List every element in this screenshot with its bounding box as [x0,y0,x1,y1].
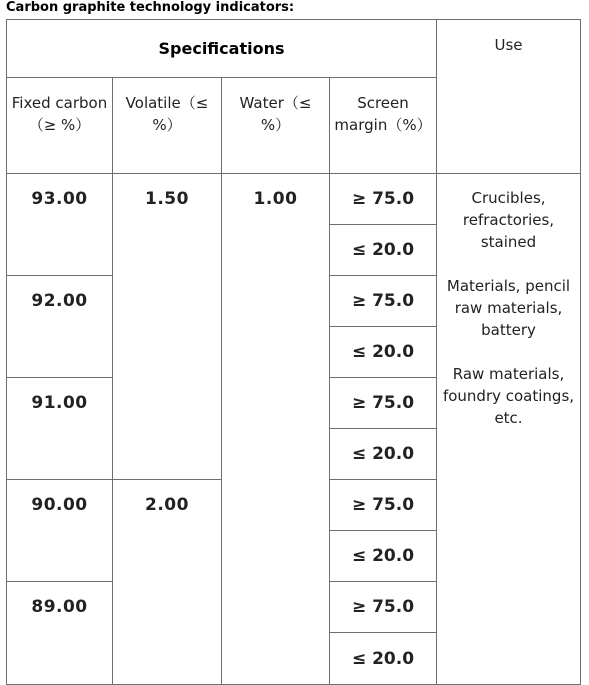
volatile-cell [112,173,222,480]
screen-margin-cell [329,326,437,378]
fixed-carbon-value: 93.00 [31,189,88,209]
use-item: Raw materials, foundry coatings, etc. [442,365,575,427]
column-header-screen-margin [329,77,437,174]
use-header [436,19,581,174]
screen-margin-cell [329,428,437,480]
column-header-volatile [112,77,222,174]
column-header-water [221,77,330,174]
screen-margin-value: ≥ 75.0 [351,291,415,311]
screen-margin-cell [329,530,437,582]
use-item: Crucibles, refractories, stained [462,189,555,251]
use-item: Materials, pencil raw materials, battery [446,277,571,339]
fixed-carbon-cell [6,377,113,480]
screen-margin-value: ≥ 75.0 [351,189,415,209]
fixed-carbon-value: 92.00 [31,291,88,311]
screen-margin-value: ≤ 20.0 [351,342,415,362]
specifications-header [6,19,437,78]
screen-margin-value: ≥ 75.0 [351,495,415,515]
fixed-carbon-cell [6,479,113,582]
screen-margin-value: ≤ 20.0 [351,240,415,260]
volatile-value: 2.00 [145,495,189,515]
fixed-carbon-cell [6,275,113,378]
table-caption: Carbon graphite technology indicators: [6,0,295,15]
screen-margin-cell [329,479,437,531]
screen-margin-value: ≥ 75.0 [351,393,415,413]
water-cell [221,173,330,685]
screen-margin-label: Screen margin（%） [334,94,432,134]
fixed-carbon-value: 91.00 [31,393,88,413]
screen-margin-value: ≤ 20.0 [351,444,415,464]
volatile-label: Volatile（≤ %） [125,94,209,134]
screen-margin-cell [329,581,437,633]
screen-margin-value: ≤ 20.0 [351,648,415,669]
fixed-carbon-cell [6,173,113,276]
use-cell [436,173,581,685]
fixed-carbon-value: 90.00 [31,495,88,515]
screen-margin-cell [329,275,437,327]
screen-margin-value: ≤ 20.0 [351,546,415,566]
fixed-carbon-label: Fixed carbon（≥ %） [11,94,108,134]
specifications-label: Specifications [158,39,285,58]
volatile-cell [112,479,222,685]
use-label: Use [494,36,523,54]
screen-margin-cell [329,224,437,276]
fixed-carbon-value: 89.00 [31,597,88,617]
screen-margin-value: ≥ 75.0 [351,597,415,617]
screen-margin-cell [329,632,437,685]
water-value: 1.00 [253,189,298,209]
column-header-fixed-carbon [6,77,113,174]
water-label: Water（≤ %） [239,94,312,134]
screen-margin-cell [329,173,437,225]
volatile-value: 1.50 [145,189,189,209]
screen-margin-cell [329,377,437,429]
fixed-carbon-cell [6,581,113,685]
